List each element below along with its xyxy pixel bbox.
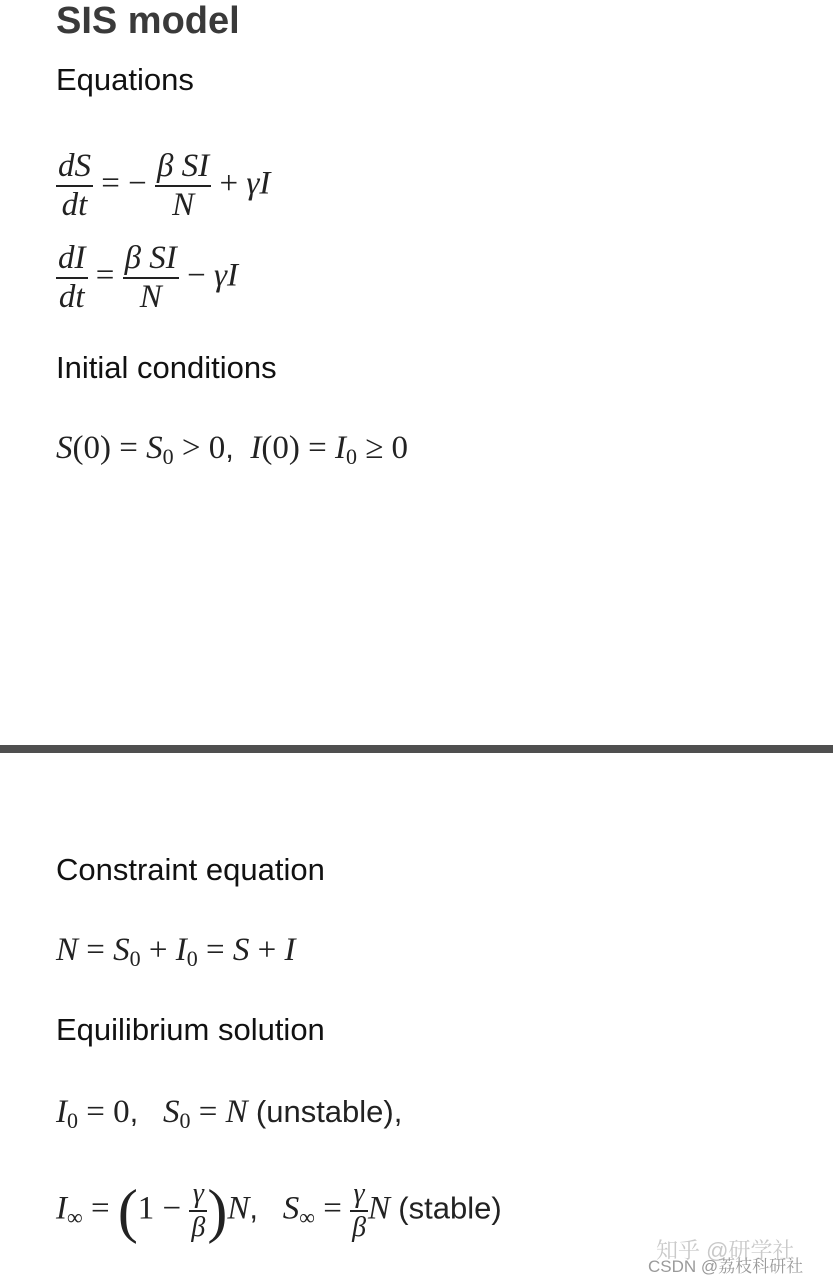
constraint-heading: Constraint equation bbox=[56, 852, 325, 887]
page-title: SIS model bbox=[56, 0, 240, 42]
initial-conditions-equation: $S(0) = S_0 > 0$, $I(0) = I_0 \ge 0$ bbox=[56, 430, 409, 469]
equilibrium-stable: $I_\infty = (1$ − $\frac{\gamma}{\beta}$ )N, $S_\infty$ = $\frac{\gamma}{\beta}$ N (stable) bbox=[56, 1178, 502, 1244]
constraint-equation: $N = S_0 + I_0 = S + I$ bbox=[56, 932, 296, 971]
equations-heading: Equations bbox=[56, 62, 194, 97]
watermark-csdn: CSDN @荔枝科研社 bbox=[648, 1257, 804, 1276]
initial-conditions-heading: Initial conditions bbox=[56, 350, 277, 385]
section-divider bbox=[0, 745, 833, 753]
equilibrium-heading: Equilibrium solution bbox=[56, 1012, 325, 1047]
equilibrium-unstable: $I_0 = 0$, $S_0 = N$ (unstable), bbox=[56, 1094, 403, 1133]
watermark-zhihu: 知乎 @研学社 bbox=[656, 1238, 795, 1263]
di-dt-equation: $\frac{dI}{dt}$ = $\frac{\text{β SI}}{N}$ − γI bbox=[58, 240, 238, 315]
ds-dt-equation: $\frac{dS}{dt}$ = − $\frac{\text{β SI}}{N}$ + γI bbox=[58, 148, 271, 223]
